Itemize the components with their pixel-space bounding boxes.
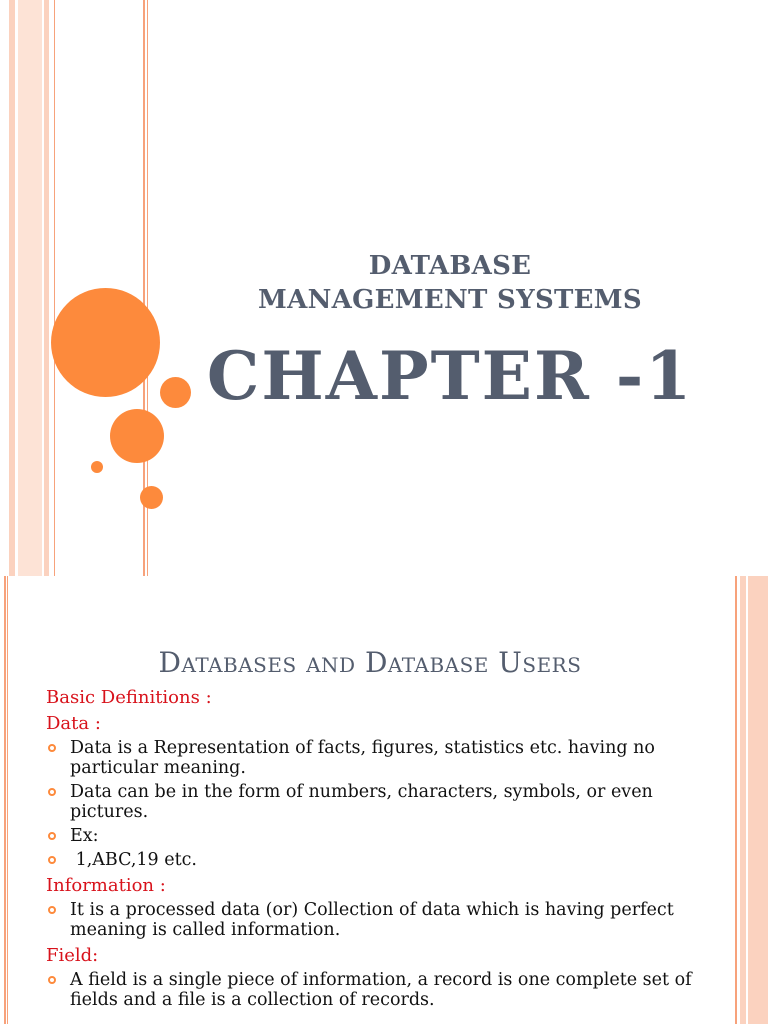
list-item bbox=[46, 970, 726, 1010]
decor-stripe bbox=[4, 576, 6, 1024]
list-item bbox=[46, 738, 726, 778]
decor-stripe bbox=[740, 576, 746, 1024]
circle-bullet-icon bbox=[48, 832, 56, 840]
bullet-text: Data is a Representation of facts, figures, statistics etc. having no particular meaning. bbox=[70, 738, 655, 778]
circle-bullet-icon bbox=[48, 906, 56, 914]
decor-stripe bbox=[44, 0, 49, 576]
bullet-text: 1,ABC,19 etc. bbox=[70, 850, 197, 870]
decor-stripe bbox=[54, 0, 55, 576]
bullet-text: Ex: bbox=[70, 826, 99, 846]
slide-title: Databases and Database Users bbox=[158, 646, 582, 679]
decor-circle bbox=[110, 409, 164, 463]
decor-stripe bbox=[735, 576, 737, 1024]
decor-circle bbox=[91, 461, 103, 473]
circle-bullet-icon bbox=[48, 856, 56, 864]
basic-definitions-heading: Basic Definitions : bbox=[46, 687, 212, 708]
list-item bbox=[46, 850, 726, 870]
list-item bbox=[46, 826, 726, 846]
bullet-text: A field is a single piece of information, a record is one complete set of fields and a file is a collection of records. bbox=[70, 970, 692, 1010]
decor-stripe bbox=[7, 576, 8, 1024]
list-item bbox=[46, 900, 726, 940]
circle-bullet-icon bbox=[48, 788, 56, 796]
information-heading: Information : bbox=[46, 875, 166, 896]
decor-stripe bbox=[748, 576, 768, 1024]
circle-bullet-icon bbox=[48, 976, 56, 984]
subtitle-line-1: DATABASE bbox=[368, 251, 532, 281]
decor-circle bbox=[140, 486, 163, 509]
content-slide bbox=[0, 576, 768, 1024]
decor-circle bbox=[51, 288, 160, 397]
bullet-text: Data can be in the form of numbers, characters, symbols, or even pictures. bbox=[70, 782, 653, 822]
slide-content bbox=[46, 686, 726, 1014]
decor-stripe bbox=[18, 0, 42, 576]
data-heading: Data : bbox=[46, 713, 101, 734]
list-item bbox=[46, 782, 726, 822]
slide-subtitle bbox=[200, 249, 700, 317]
subtitle-line-2: MANAGEMENT SYSTEMS bbox=[258, 285, 642, 315]
slide-title: CHAPTER -1 bbox=[206, 337, 694, 415]
decor-stripe bbox=[9, 0, 15, 576]
decor-circle bbox=[160, 377, 191, 408]
bullet-text: It is a processed data (or) Collection of data which is having perfect meaning is called information. bbox=[70, 900, 674, 940]
field-heading: Field: bbox=[46, 945, 99, 966]
circle-bullet-icon bbox=[48, 744, 56, 752]
